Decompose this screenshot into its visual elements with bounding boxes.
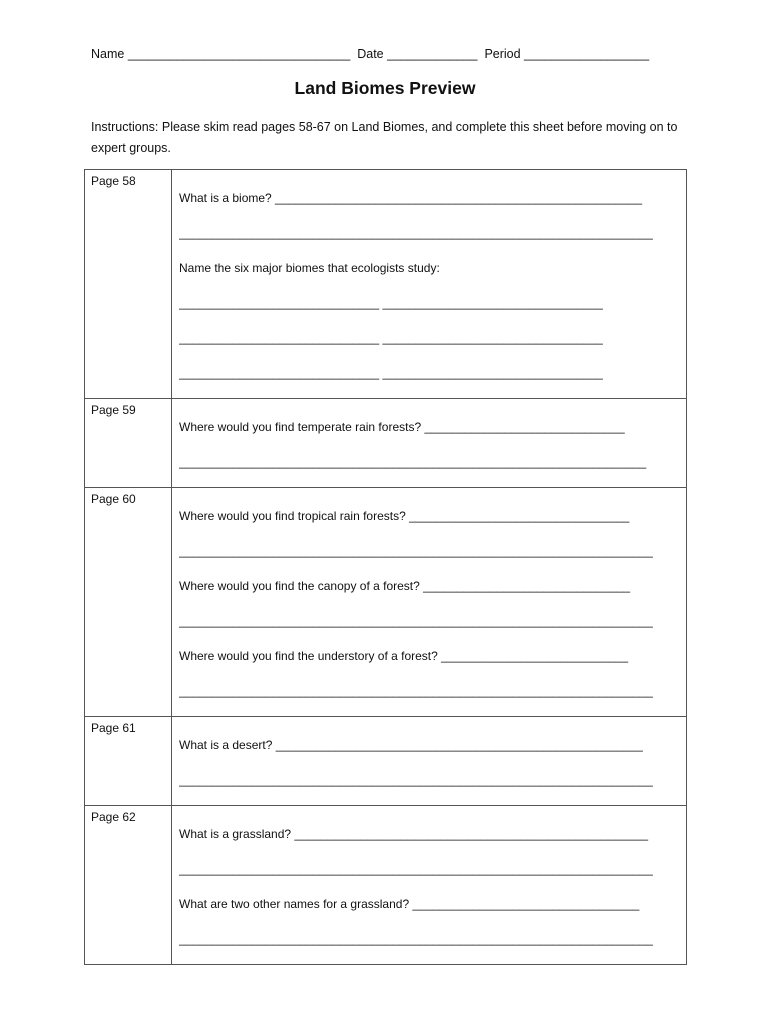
instructions: Instructions: Please skim read pages 58-67 on Land Biomes, and complete this sheet before moving on to expert groups. (91, 120, 678, 155)
section-row-page-59 (85, 399, 687, 488)
answer-line[interactable]: _______________________________________________________________________ (179, 862, 653, 876)
section-content (172, 488, 687, 717)
section-row-page-58 (85, 170, 687, 399)
section-row-page-62 (85, 806, 687, 965)
answer-line[interactable]: ______________________________ _________________________________ (179, 296, 603, 310)
page-label: Page 62 (85, 806, 172, 965)
page-label: Page 58 (85, 170, 172, 399)
question-line[interactable]: What is a biome? _______________________________________________________ (179, 191, 643, 205)
section-content (172, 806, 687, 965)
answer-line[interactable]: _______________________________________________________________________ (179, 932, 653, 946)
section-content (172, 399, 687, 488)
answer-line[interactable]: _______________________________________________________________________ (179, 684, 653, 698)
answer-line[interactable]: _______________________________________________________________________ (179, 544, 653, 558)
answer-line[interactable]: ______________________________ _________________________________ (179, 366, 603, 380)
question-line: Name the six major biomes that ecologists study: (179, 261, 440, 275)
worksheet-table (84, 169, 687, 965)
page-label: Page 60 (85, 488, 172, 717)
question-line[interactable]: What is a grassland? _____________________________________________________ (179, 827, 649, 841)
question-line[interactable]: Where would you find temperate rain forests? ______________________________ (179, 420, 625, 434)
name-field[interactable]: Name ________________________________ (91, 47, 351, 61)
page-label: Page 61 (85, 717, 172, 806)
question-line[interactable]: What is a desert? _______________________________________________________ (179, 738, 643, 752)
page-label: Page 59 (85, 399, 172, 488)
answer-line[interactable]: _______________________________________________________________________ (179, 614, 653, 628)
question-line[interactable]: Where would you find tropical rain forests? _________________________________ (179, 509, 630, 523)
header-fields (91, 47, 691, 61)
answer-line[interactable]: ______________________________________________________________________ (179, 455, 647, 469)
answer-line[interactable]: _______________________________________________________________________ (179, 773, 653, 787)
page-title: Land Biomes Preview (294, 78, 476, 98)
question-line[interactable]: Where would you find the canopy of a forest? _______________________________ (179, 579, 631, 593)
answer-line[interactable]: _______________________________________________________________________ (179, 226, 653, 240)
section-row-page-60 (85, 488, 687, 717)
section-content (172, 717, 687, 806)
question-line[interactable]: What are two other names for a grassland? __________________________________ (179, 897, 640, 911)
section-row-page-61 (85, 717, 687, 806)
answer-line[interactable]: ______________________________ _________________________________ (179, 331, 603, 345)
section-content (172, 170, 687, 399)
period-field[interactable]: Period __________________ (484, 47, 650, 61)
date-field[interactable]: Date _____________ (357, 47, 478, 61)
question-line[interactable]: Where would you find the understory of a forest? ____________________________ (179, 649, 629, 663)
